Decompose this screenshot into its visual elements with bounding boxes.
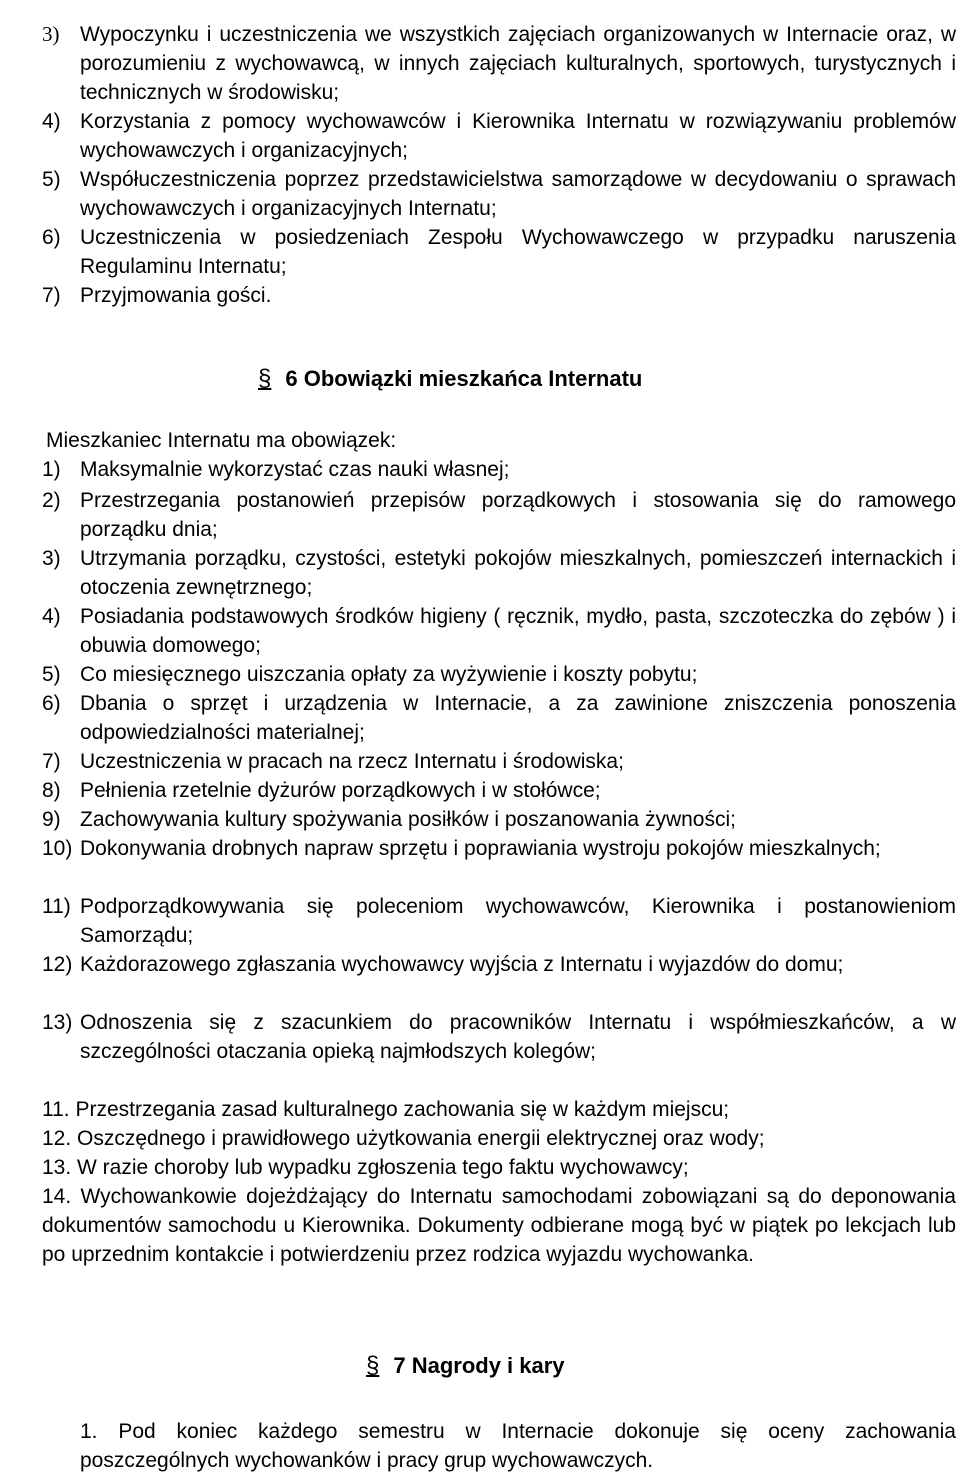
list-number: 9): [42, 808, 61, 831]
list-text: Pełnienia rzetelnie dyżurów porządkowych i w stołówce;: [80, 779, 601, 802]
list-item: [42, 776, 956, 805]
intro-text: Mieszkaniec Internatu ma obowiązek:: [46, 429, 397, 452]
section-heading: [258, 364, 642, 393]
list-text: Korzystania z pomocy wychowawców i Kierownika Internatu w rozwiązywaniu problemów wychowawczych i organizacyjnych;: [80, 110, 956, 162]
list-number: 3): [42, 22, 60, 46]
list-text: Maksymalnie wykorzystać czas nauki własnej;: [80, 458, 510, 481]
list-text: Co miesięcznego uiszczania opłaty za wyżywienie i koszty pobytu;: [80, 663, 698, 686]
list-text: Uczestniczenia w posiedzeniach Zespołu Wychowawczego w przypadku naruszenia Regulaminu Internatu;: [80, 226, 956, 278]
list-item: [42, 165, 956, 223]
paragraph: 12. Oszczędnego i prawidłowego użytkowania energii elektrycznej oraz wody;: [42, 1127, 765, 1150]
section-title: 6 Obowiązki mieszkańca Internatu: [285, 366, 643, 391]
list-number: 4): [42, 110, 61, 133]
paragraph: 14. Wychowankowie dojeżdżający do Internatu samochodami zobowiązani są do deponowania dokumentów samochodu u Kierownika. Dokumenty odbierane mogą być w piątek po lekcjach lub po uprzednim kontakcie i potwierdzeniu przez rodzica wyjazdu wychowanka.: [42, 1185, 956, 1266]
list-item: [42, 805, 956, 834]
list-text: Każdorazowego zgłaszania wychowawcy wyjścia z Internatu i wyjazdów do domu;: [80, 953, 844, 976]
list-item: [42, 544, 956, 602]
list-item: [42, 892, 956, 950]
list-number: 3): [42, 547, 61, 570]
list-text: Utrzymania porządku, czystości, estetyki pokojów mieszkalnych, pomieszczeń internackich i otoczenia zewnętrznego;: [80, 547, 956, 599]
list-text: Współuczestniczenia poprzez przedstawicielstwa samorządowe w decydowaniu o sprawach wychowawczych i organizacyjnych Internatu;: [80, 168, 956, 220]
list-text: Uczestniczenia w pracach na rzecz Internatu i środowiska;: [80, 750, 624, 773]
list-text: Pod koniec każdego semestru w Internacie dokonuje się oceny zachowania poszczególnych wychowanków i pracy grup wychowawczych.: [80, 1420, 956, 1472]
list-number: 1.: [80, 1420, 98, 1443]
list-item: [42, 1008, 956, 1066]
list-item: [42, 747, 956, 776]
list-text: Posiadania podstawowych środków higieny ( ręcznik, mydło, pasta, szczoteczka do zębów ) i obuwia domowego;: [80, 605, 956, 657]
list-item: [42, 455, 956, 484]
list-number: 7): [42, 284, 61, 307]
list-number: 13): [42, 1011, 73, 1034]
list-text: Podporządkowywania się poleceniom wychowawców, Kierownika i postanowieniom Samorządu;: [80, 895, 956, 947]
list-number: 11): [42, 895, 71, 918]
section-symbol: §: [258, 365, 272, 392]
list-item: [42, 107, 956, 165]
paragraph: 11. Przestrzegania zasad kulturalnego zachowania się w każdym miejscu;: [42, 1098, 730, 1121]
list-number: 6): [42, 226, 61, 249]
list-item: [42, 602, 956, 660]
list-number: 8): [42, 779, 61, 802]
list-item: [42, 660, 956, 689]
list-number: 4): [42, 605, 61, 628]
list-item: [42, 689, 956, 747]
list-text: Wypoczynku i uczestniczenia we wszystkich zajęciach organizowanych w Internacie oraz, w porozumieniu z wychowawcą, w innych zajęciach kulturalnych, sportowych, turystycznych i technicznych w środowisku;: [80, 23, 956, 104]
list-text: Odnoszenia się z szacunkiem do pracowników Internatu i współmieszkańców, a w szczególności otaczania opieką najmłodszych kolegów;: [80, 1011, 956, 1063]
list-number: 7): [42, 750, 61, 773]
list-item: [42, 223, 956, 281]
list-text: Przyjmowania gości.: [80, 284, 272, 307]
list-number: 12): [42, 953, 73, 976]
list-text: Dbania o sprzęt i urządzenia w Internacie, a za zawinione zniszczenia ponoszenia odpowiedzialności materialnej;: [80, 692, 956, 744]
list-text: Dokonywania drobnych napraw sprzętu i poprawiania wystroju pokojów mieszkalnych;: [80, 837, 881, 860]
list-text: Przestrzegania postanowień przepisów porządkowych i stosowania się do ramowego porządku dnia;: [80, 489, 956, 541]
section-symbol: §: [366, 1352, 380, 1379]
list-item: [42, 950, 956, 979]
list-number: 10): [42, 837, 73, 860]
list-item: [42, 834, 956, 863]
list-number: 6): [42, 692, 61, 715]
list-number: 2): [42, 489, 61, 512]
list-item: [42, 20, 956, 107]
section-title: 7 Nagrody i kary: [393, 1353, 565, 1378]
paragraph: 13. W razie choroby lub wypadku zgłoszenia tego faktu wychowawcy;: [42, 1156, 689, 1179]
list-item: [42, 486, 956, 544]
list-item: [42, 281, 956, 310]
list-number: 1): [42, 458, 61, 481]
list-item: [80, 1417, 956, 1475]
list-text: Zachowywania kultury spożywania posiłków i poszanowania żywności;: [80, 808, 736, 831]
section-heading: [366, 1351, 565, 1380]
list-number: 5): [42, 168, 61, 191]
list-number: 5): [42, 663, 61, 686]
